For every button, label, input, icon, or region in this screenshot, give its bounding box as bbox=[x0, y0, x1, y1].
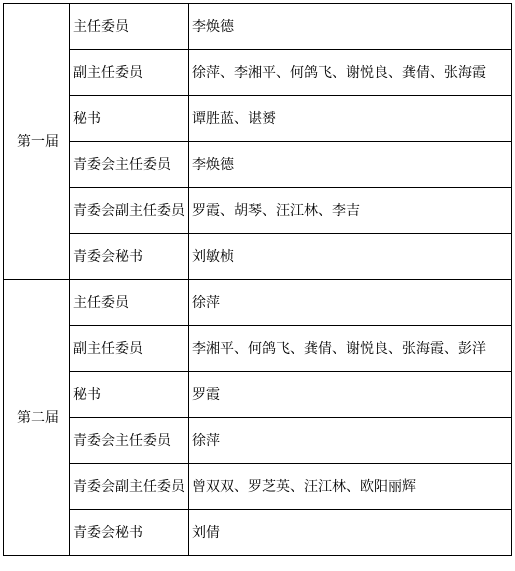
table-row bbox=[4, 372, 512, 418]
table-row bbox=[4, 4, 512, 50]
members-cell: 徐萍 bbox=[189, 418, 512, 464]
role-cell: 青委会主任委员 bbox=[70, 418, 189, 464]
members-cell: 刘倩 bbox=[189, 510, 512, 556]
role-cell: 青委会秘书 bbox=[70, 510, 189, 556]
members-cell: 李焕德 bbox=[189, 4, 512, 50]
members-cell: 刘敏桢 bbox=[189, 234, 512, 280]
term-label-second: 第二届 bbox=[4, 280, 70, 556]
table-row bbox=[4, 234, 512, 280]
table-row bbox=[4, 418, 512, 464]
table-row bbox=[4, 142, 512, 188]
members-cell: 徐萍、李湘平、何鸽飞、谢悦良、龚倩、张海霞 bbox=[189, 50, 512, 96]
table-row bbox=[4, 510, 512, 556]
role-cell: 秘书 bbox=[70, 96, 189, 142]
members-cell: 罗霞 bbox=[189, 372, 512, 418]
members-cell: 徐萍 bbox=[189, 280, 512, 326]
committee-roster-table bbox=[3, 3, 512, 556]
table-row bbox=[4, 50, 512, 96]
role-cell: 青委会副主任委员 bbox=[70, 464, 189, 510]
role-cell: 青委会副主任委员 bbox=[70, 188, 189, 234]
members-cell: 谭胜蓝、谌赟 bbox=[189, 96, 512, 142]
table-row bbox=[4, 280, 512, 326]
role-cell: 主任委员 bbox=[70, 4, 189, 50]
role-cell: 秘书 bbox=[70, 372, 189, 418]
members-cell: 李湘平、何鸽飞、龚倩、谢悦良、张海霞、彭洋 bbox=[189, 326, 512, 372]
table-row bbox=[4, 188, 512, 234]
members-cell: 罗霞、胡琴、汪江林、李吉 bbox=[189, 188, 512, 234]
table-row bbox=[4, 464, 512, 510]
table-row bbox=[4, 326, 512, 372]
members-cell: 曾双双、罗芝英、汪江林、欧阳丽辉 bbox=[189, 464, 512, 510]
role-cell: 副主任委员 bbox=[70, 326, 189, 372]
role-cell: 副主任委员 bbox=[70, 50, 189, 96]
role-cell: 主任委员 bbox=[70, 280, 189, 326]
table-row bbox=[4, 96, 512, 142]
members-cell: 李焕德 bbox=[189, 142, 512, 188]
term-label-first: 第一届 bbox=[4, 4, 70, 280]
role-cell: 青委会主任委员 bbox=[70, 142, 189, 188]
role-cell: 青委会秘书 bbox=[70, 234, 189, 280]
